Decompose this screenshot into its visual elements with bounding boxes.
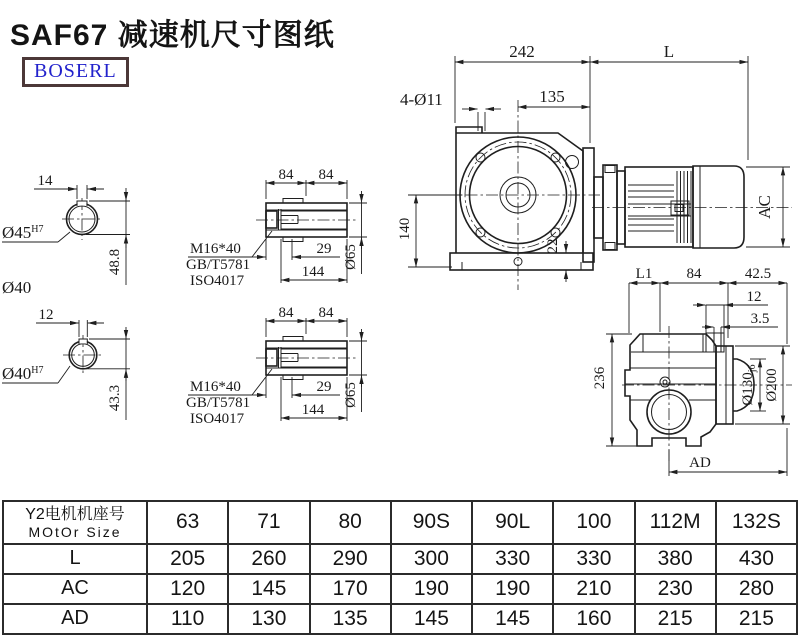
table-header-cell xyxy=(3,501,147,544)
bore-value: Ø40 xyxy=(2,364,32,383)
dim-motor-length: L xyxy=(663,42,675,61)
sleeve-note-2: GB/T5781 xyxy=(186,257,251,273)
table-cell: 330 xyxy=(553,544,634,574)
table-cell: 110 xyxy=(147,604,228,634)
motor-size: 112M xyxy=(635,501,716,544)
dim-sleeve-d: 144 xyxy=(301,264,325,280)
page-title: SAF67 减速机尺寸图纸 xyxy=(10,19,335,52)
dim-sleeve-d: 144 xyxy=(301,402,325,418)
dim-spigot xyxy=(740,364,758,405)
table-cell: 330 xyxy=(472,544,553,574)
table-row xyxy=(3,544,797,574)
sleeve-note-3: ISO4017 xyxy=(190,411,245,427)
table-cell: 170 xyxy=(310,574,391,604)
motor-size: 80 xyxy=(310,501,391,544)
table-cell: 230 xyxy=(635,574,716,604)
dim-sleeve-c: 29 xyxy=(316,241,332,257)
spigot-tolerance: j6 xyxy=(747,364,758,373)
sleeve-note-1: M16*40 xyxy=(190,379,241,395)
sleeve-geometry xyxy=(256,199,357,242)
gearbox-front-view xyxy=(445,100,603,290)
dim-sleeve-a: 84 xyxy=(278,305,294,321)
dim-keyway-depth-top: 48.8 xyxy=(107,248,123,276)
shaft-section-bottom-view xyxy=(2,307,130,420)
motor-fins xyxy=(628,185,691,231)
spigot-value: Ø130 xyxy=(740,372,756,406)
table-row xyxy=(3,604,797,634)
motor-size: 90L xyxy=(472,501,553,544)
dim-mounting-holes: 4-Ø11 xyxy=(400,90,443,109)
dim-flange-dia: Ø200 xyxy=(764,368,780,402)
dim-sleeve-dia: Ø65 xyxy=(343,244,359,270)
brand-logo: BOSERL xyxy=(22,57,129,87)
dim-height: 236 xyxy=(592,366,608,390)
table-cell: 210 xyxy=(553,574,634,604)
table-cell: 190 xyxy=(391,574,472,604)
table-cell: 215 xyxy=(716,604,797,634)
header-cn: Y2电机机座号 xyxy=(25,505,125,523)
shaft-dia-label: Ø40 xyxy=(2,278,32,297)
dim-bore-bottom xyxy=(2,364,44,383)
motor-size: 71 xyxy=(228,501,309,544)
table-cell: 380 xyxy=(635,544,716,574)
table-row xyxy=(3,574,797,604)
dim-motor-dia: AC xyxy=(755,195,774,219)
table-cell: 135 xyxy=(310,604,391,634)
table-cell: 160 xyxy=(553,604,634,634)
dim-center-height: 140 xyxy=(397,217,413,241)
table-cell: 300 xyxy=(391,544,472,574)
table-cell: 145 xyxy=(391,604,472,634)
row-label: L xyxy=(3,544,147,574)
dim-keyway-depth-bottom: 43.3 xyxy=(107,384,123,412)
row-label: AC xyxy=(3,574,147,604)
motor-size: 90S xyxy=(391,501,472,544)
dim-ad: AD xyxy=(689,455,711,471)
dim-gap: 3.5 xyxy=(750,311,770,327)
dim-sleeve-a: 84 xyxy=(278,167,294,183)
dim-sleeve-c: 29 xyxy=(316,379,332,395)
table-cell: 120 xyxy=(147,574,228,604)
shaft-section-top-view xyxy=(2,173,130,297)
dim-sleeve-dia: Ø65 xyxy=(343,382,359,408)
sleeve-note-1: M16*40 xyxy=(190,241,241,257)
row-label: AD xyxy=(3,604,147,634)
dim-keyway-width-bottom: 12 xyxy=(38,307,54,323)
motor-size: 100 xyxy=(553,501,634,544)
dim-offset: 42.5 xyxy=(744,266,772,282)
sleeve-note-3: ISO4017 xyxy=(190,273,245,289)
table-cell: 280 xyxy=(716,574,797,604)
motor-size: 63 xyxy=(147,501,228,544)
dim-step: 12 xyxy=(746,289,762,305)
table-cell: 130 xyxy=(228,604,309,634)
dim-flange-offset: 135 xyxy=(539,87,565,106)
sleeve-note-2: GB/T5781 xyxy=(186,395,251,411)
dim-housing-width: 242 xyxy=(509,42,535,61)
table-cell: 260 xyxy=(228,544,309,574)
table-cell: 290 xyxy=(310,544,391,574)
table-cell: 145 xyxy=(228,574,309,604)
dim-foot-height: 22 xyxy=(545,238,561,254)
table-cell: 145 xyxy=(472,604,553,634)
table-cell: 430 xyxy=(716,544,797,574)
dim-keyway-width-top: 14 xyxy=(37,173,53,189)
dim-l1: L1 xyxy=(635,266,653,282)
table-cell: 190 xyxy=(472,574,553,604)
dim-sleeve-b: 84 xyxy=(318,305,334,321)
motor-size: 132S xyxy=(716,501,797,544)
dim-bore-top xyxy=(2,223,44,242)
bore-value: Ø45 xyxy=(2,223,32,242)
motor-size-table xyxy=(2,500,798,635)
table-header-row xyxy=(3,501,797,544)
bore-tolerance: H7 xyxy=(31,365,44,376)
side-view-dimensions xyxy=(592,266,790,476)
dim-sleeve-b: 84 xyxy=(318,167,334,183)
table-cell: 215 xyxy=(635,604,716,634)
header-en: MOtOr Size xyxy=(28,523,122,540)
table-cell: 205 xyxy=(147,544,228,574)
bore-tolerance: H7 xyxy=(31,224,44,235)
dim-hub: 84 xyxy=(686,266,702,282)
